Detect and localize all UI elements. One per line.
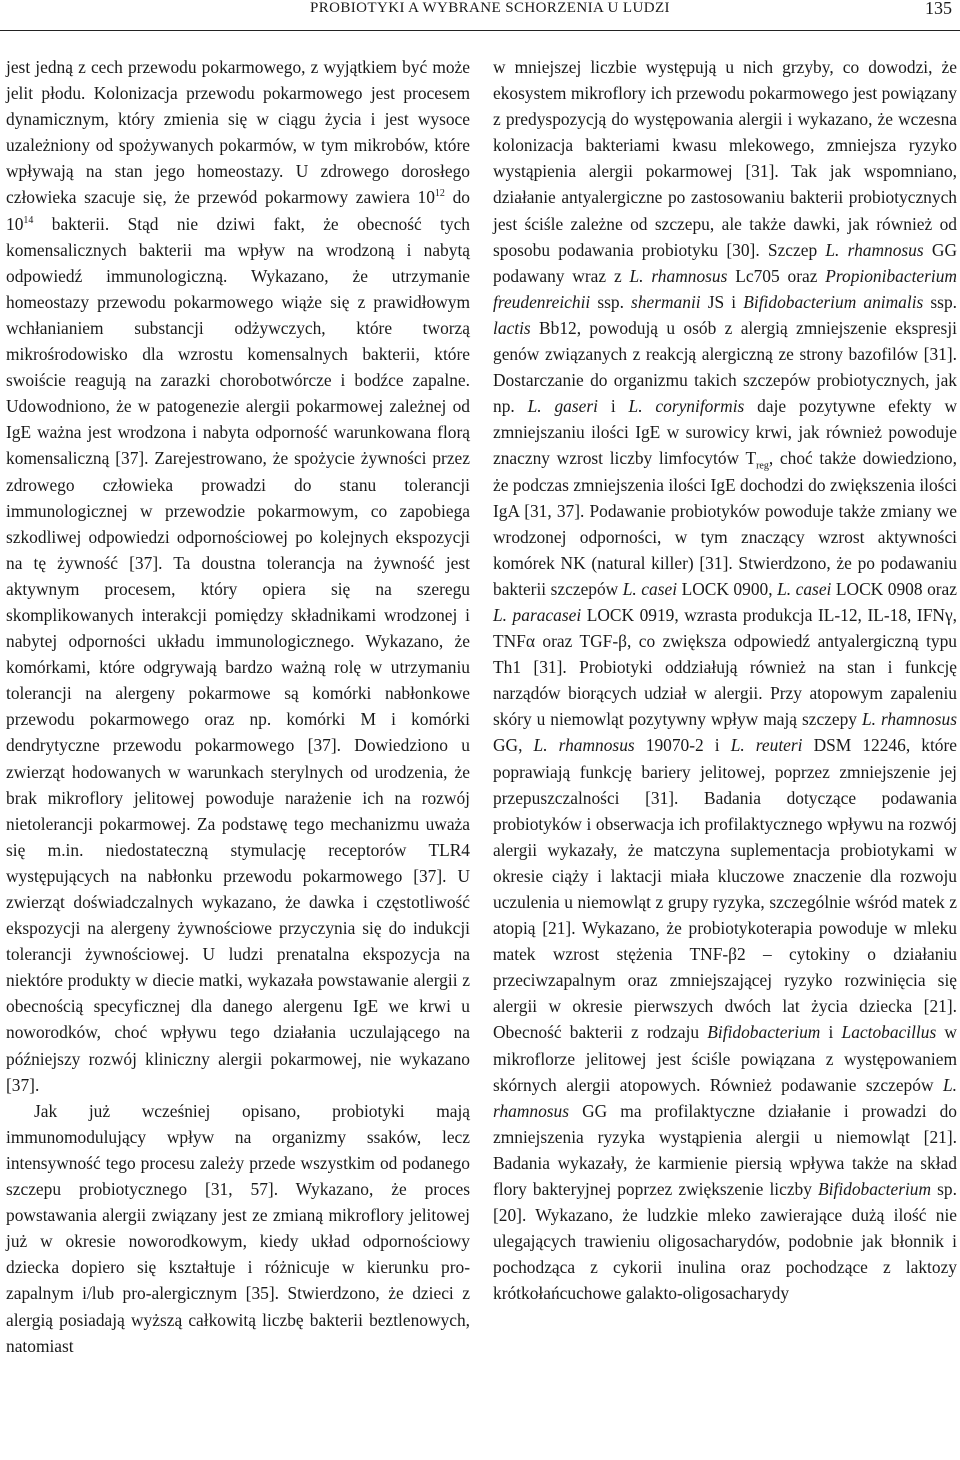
page-number: 135 [925,0,952,18]
right-column [493,54,957,1307]
running-header [0,0,960,30]
left-column [6,54,470,1359]
paragraph: w mniejszej liczbie występują u nich grzyby, co dowodzi, że ekosystem mikroflory ich przewodu pokarmowego jest powiązany z predyspozycją do występowania alergii i wykazano, że wczesna kolonizacja bakteriami kwasu mlekowego, zmniejsza ryzyko wystąpienia alergii pokarmowej [31]. Tak jak wspomniano, działanie antyalergiczne po zastosowaniu bakterii probiotycznych jest ściśle zależne od szczepu, ale także dawki, jak również od sposobu podawania probiotyku [30]. Szczep L. rhamnosus GG podawany wraz z L. rhamnosus Lc705 oraz Propionibacterium freudenreichii ssp. shermanii JS i Bifidobacterium animalis ssp. lactis Bb12, powodują u osób z alergią zmniejszenie ekspresji genów związanych z reakcją alergiczną ze strony bazofilów [31]. Dostarczanie do organizmu takich szczepów probiotycznych, jak np. L. gaseri i L. coryniformis daje pozytywne efekty w zmniejszaniu ilości IgE w surowicy krwi, jak również powoduje znaczny wzrost liczby limfocytów $T_{reg}$, choć także dowiedziono, że podczas zmniejszenia ilości IgE dochodzi do zwiększenia ilości IgA [31, 37]. Podawanie probiotyków powoduje także zmiany we wrodzonej odporności, w tym znaczący wzrost aktywności komórek NK (natural killer) [31]. Stwierdzono, że po podawaniu bakterii szczepów L. casei LOCK 0900, L. casei LOCK 0908 oraz L. paracasei LOCK 0919, wzrasta produkcja IL-12, IL-18, IFNγ, TNFα oraz TGF-β, co zwiększa odpowiedź antyalergiczną typu Th1 [31]. Probiotyki oddziałują również na stan i funkcję narządów biorących udział w alergii. Przy atopowym zapaleniu skóry u niemowląt pozytywny wpływ mają szczepy L. rhamnosus GG, L. rhamnosus 19070-2 i L. reuteri DSM 12246, które poprawiają funkcję bariery jelitowej, poprzez zmniejszenie jej przepuszczalności [31]. Badania dotyczące podawania probiotyków i obserwacja ich profilaktycznego wpływu na rozwój alergii wykazały, że matczyna suplementacja probiotykami w okresie ciąży i laktacji miała kluczowe znaczenie dla rozwoju uczulenia u niemowląt z grupy ryzyka, szczególnie wśród matek z atopią [21]. Wykazano, że probiotykoterapia powoduje w mleku matek wzrost stężenia TNF-β2 – cytokiny o działaniu przeciwzapalnym oraz zmniejszającej ryzyko rozwinięcia się alergii w okresie pierwszych dwóch lat życia dziecka [21]. Obecność bakterii z rodzaju Bifidobacterium i Lactobacillus w mikroflorze jelitowej jest ściśle powiązana z występowaniem skórnych alergii atopowych. Również podawanie szczepów L. rhamnosus GG ma profilaktyczne działanie i prowadzi do zmniejszenia ryzyka wystąpienia alergii u niemowląt [21]. Badania wykazały, że karmienie piersią wpływa także na skład flory bakteryjnej poprzez zwiększenie liczby Bifidobacterium sp. [20]. Wykazano, że ludzkie mleko zawierające dużą ilość nie ulegających trawieniu oligosacharydów, podobnie jak błonnik i pochodząca z cykorii inulina oraz pochodzące z laktozy krótkołańcuchowe galakto-oligosacharydy [493,57,958,1304]
header-rule [0,30,960,31]
running-title: PROBIOTYKI A WYBRANE SCHORZENIA U LUDZI [310,0,670,16]
paragraph: jest jedną z cech przewodu pokarmowego, z wyjątkiem być może jelit płodu. Kolonizacja przewodu pokarmowego jest procesem dynamicznym, który zmienia się w ciągu życia i jest wysoce uzależniony od spożywanych pokarmów, w tym mikrobów, które wpływają na stan jego homeostazy. U zdrowego dorosłego człowieka szacuje się, że przewód pokarmowy zawiera $10^{12}$ do $10^{14}$ bakterii. Stąd nie dziwi fakt, że obecność tych komensalicznych bakterii ma wpływ na wrodzoną i nabytą odpowiedź immunologiczną. Wykazano, że utrzymanie homeostazy przewodu pokarmowego wiąże się z prawidłowym wchłanianiem substancji odżywczych, które tworzą mikrośrodowisko dla wzrostu komensalnych bakterii, które swoiście reagują na zarazki chorobotwórcze i bodźce zapalne. Udowodniono, że w patogenezie alergii pokarmowej zależnej od IgE ważna jest wrodzona i nabyta odporność warunkowana florą komensaliczną [37]. Zarejestrowano, że spożycie żywności przez zdrowego człowieka prowadzi do stanu tolerancji immunologicznej w przewodzie pokarmowym, co zapobiega szkodliwej odpowiedzi odpornościowej po kolejnych ekspozycji na tę żywność [37]. Ta doustna tolerancja na żywność jest aktywnym procesem, który opiera się na szeregu skomplikowanych interakcji pomiędzy składnikami wrodzonej i nabytej odporności układu immunologicznego. Wykazano, że komórkami, które odgrywają bardzo ważną rolę w utrzymaniu tolerancji na alergeny pokarmowe są komórki nabłonkowe przewodu pokarmowego oraz np. komórki M i komórki dendrytyczne przewodu pokarmowego [37]. Dowiedziono u zwierząt hodowanych w warunkach sterylnych od urodzenia, że brak mikroflory jelitowej powoduje narażenie ich na rozwój nietolerancji pokarmowej. Za podstawę tego mechanizmu uważa się m.in. niedostateczną stymulację receptorów TLR4 występujących na nabłonku przewodu pokarmowego [37]. U zwierząt doświadczalnych wykazano, że dawka i częstotliwość ekspozycji na alergeny żywnościowe przyczynia się do indukcji tolerancji żywnościowej. U ludzi prenatalna ekspozycja na niektóre produkty w diecie matki, wykazała powstawanie alergii z obecnością specyficznej dla danego alergenu IgE we krwi u noworodków, choć wpływu tego działania uczulającego na późniejszy rozwój kliniczny alergii pokarmowej, nie wykazano [37]. [6,57,470,1095]
paragraph: Jak już wcześniej opisano, probiotyki mają immunomodulujący wpływ na organizmy ssaków, lecz intensywność tego procesu zależy przede wszystkim od podanego szczepu probiotycznego [31, 57]. Wykazano, że proces powstawania alergii związany jest ze zmianą mikroflory jelitowej już w okresie noworodkowym, kiedy układ odpornościowy dziecka dopiero się kształtuje i różnicuje w kierunku pro-zapalnym i/lub pro-alergicznym [35]. Stwierdzono, że dzieci z alergią posiadają wyższą całkowitą liczbę bakterii beztlenowych, natomiast [6,1100,470,1356]
